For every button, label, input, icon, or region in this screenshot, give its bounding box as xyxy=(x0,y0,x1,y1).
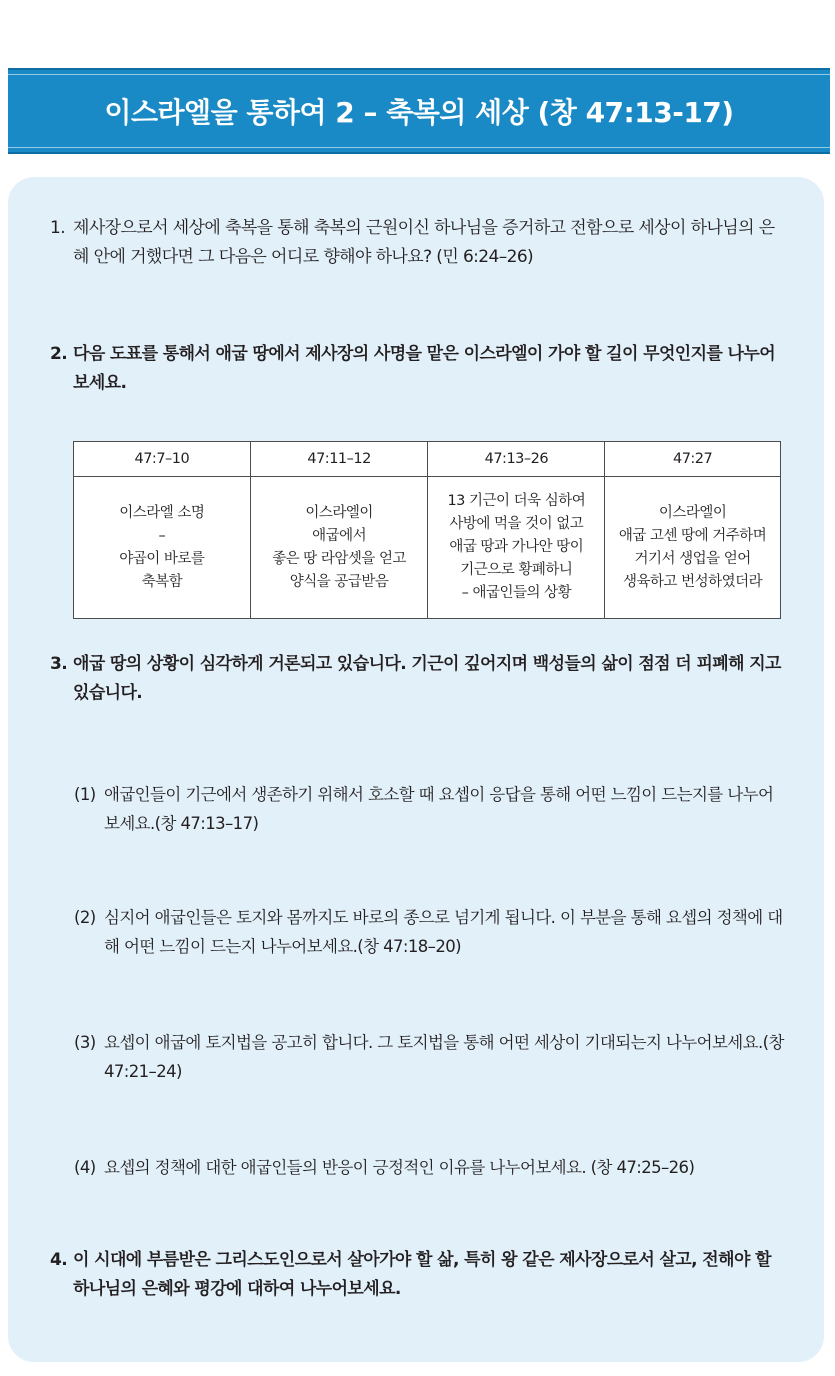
cell-line: 13 기근이 더욱 심하여 xyxy=(447,493,586,509)
question-3 xyxy=(50,650,785,708)
cell-line: 사방에 먹을 것이 없고 xyxy=(449,516,584,532)
cell-line: – 애굽인들의 상황 xyxy=(461,585,572,601)
subquestion-text: 심지어 애굽인들은 토지와 몸까지도 바로의 종으로 넘기게 됩니다. 이 부분을 통해 요셉의 정책에 대해 어떤 느낌이 드는지 나누어보세요.(창 47:18–20) xyxy=(104,908,783,956)
table-cell xyxy=(74,477,251,619)
table-header: 47:27 xyxy=(605,442,781,477)
table-header-row xyxy=(74,442,781,477)
cell-line: 애굽 고센 땅에 거주하며 xyxy=(618,527,767,544)
subquestion-number: (4) xyxy=(74,1158,96,1177)
question-text: 이 시대에 부름받은 그리스도인으로서 살아가야 할 삶, 특히 왕 같은 제사장으로서 살고, 전해야 할 하나님의 은혜와 평강에 대하여 나누어보세요. xyxy=(73,1250,771,1299)
cell-line: – xyxy=(158,527,166,544)
question-4 xyxy=(50,1246,785,1304)
subquestion-1 xyxy=(74,780,786,838)
question-number: 2. xyxy=(50,344,68,364)
question-text: 제사장으로서 세상에 축복을 통해 축복의 근원이신 하나님을 증거하고 전함으로 세상이 하나님의 은혜 안에 거했다면 그 다음은 어디로 향해야 하나요? (민 6:24–26) xyxy=(73,218,775,267)
table-header: 47:7–10 xyxy=(74,442,251,477)
question-text: 다음 도표를 통해서 애굽 땅에서 제사장의 사명을 맡은 이스라엘이 가야 할 길이 무엇인지를 나누어보세요. xyxy=(73,344,776,393)
cell-line: 애굽 땅과 가나안 땅이 xyxy=(449,539,584,555)
subquestion-3 xyxy=(74,1028,786,1086)
cell-line: 이스라엘이 xyxy=(658,504,727,521)
table-cell xyxy=(250,477,428,619)
cell-line: 야곱이 바로를 xyxy=(119,550,205,567)
cell-line: 축복함 xyxy=(141,573,183,590)
subquestion-number: (3) xyxy=(74,1033,96,1052)
question-number: 1. xyxy=(50,218,66,238)
table-row xyxy=(74,477,781,619)
table-header: 47:13–26 xyxy=(428,442,605,477)
subquestion-4 xyxy=(74,1153,786,1182)
subquestion-number: (1) xyxy=(74,785,96,804)
scripture-table xyxy=(73,441,781,619)
question-1 xyxy=(50,214,785,272)
cell-line: 기근으로 황폐하니 xyxy=(460,562,573,578)
table-cell xyxy=(605,477,781,619)
question-number: 3. xyxy=(50,654,68,674)
cell-line: 양식을 공급받음 xyxy=(289,573,389,590)
subquestion-text: 요셉이 애굽에 토지법을 공고히 합니다. 그 토지법을 통해 어떤 세상이 기대되는지 나누어보세요.(창 47:21–24) xyxy=(104,1033,784,1081)
question-2 xyxy=(50,340,785,398)
title-banner xyxy=(8,68,830,154)
page-title: 이스라엘을 통하여 2 – 축복의 세상 (창 47:13-17) xyxy=(104,96,734,129)
table-cell xyxy=(428,477,605,619)
question-text: 애굽 땅의 상황이 심각하게 거론되고 있습니다. 기근이 깊어지며 백성들의 삶이 점점 더 피폐해 지고 있습니다. xyxy=(73,654,781,703)
subquestion-text: 애굽인들이 기근에서 생존하기 위해서 호소할 때 요셉이 응답을 통해 어떤 느낌이 드는지를 나누어보세요.(창 47:13–17) xyxy=(104,785,774,833)
table-header: 47:11–12 xyxy=(250,442,428,477)
cell-line: 애굽에서 xyxy=(312,527,367,544)
cell-line: 이스라엘이 xyxy=(305,504,373,521)
cell-line: 이스라엘 소명 xyxy=(119,504,205,521)
cell-line: 거기서 생업을 얻어 xyxy=(634,550,751,567)
question-number: 4. xyxy=(50,1250,68,1270)
cell-line: 좋은 땅 라암셋을 얻고 xyxy=(272,550,407,567)
subquestion-text: 요셉의 정책에 대한 애굽인들의 반응이 긍정적인 이유를 나누어보세요. (창 47:25–26) xyxy=(104,1158,695,1177)
cell-line: 생육하고 번성하였더라 xyxy=(623,573,763,590)
subquestion-2 xyxy=(74,903,786,961)
subquestion-number: (2) xyxy=(74,908,96,927)
